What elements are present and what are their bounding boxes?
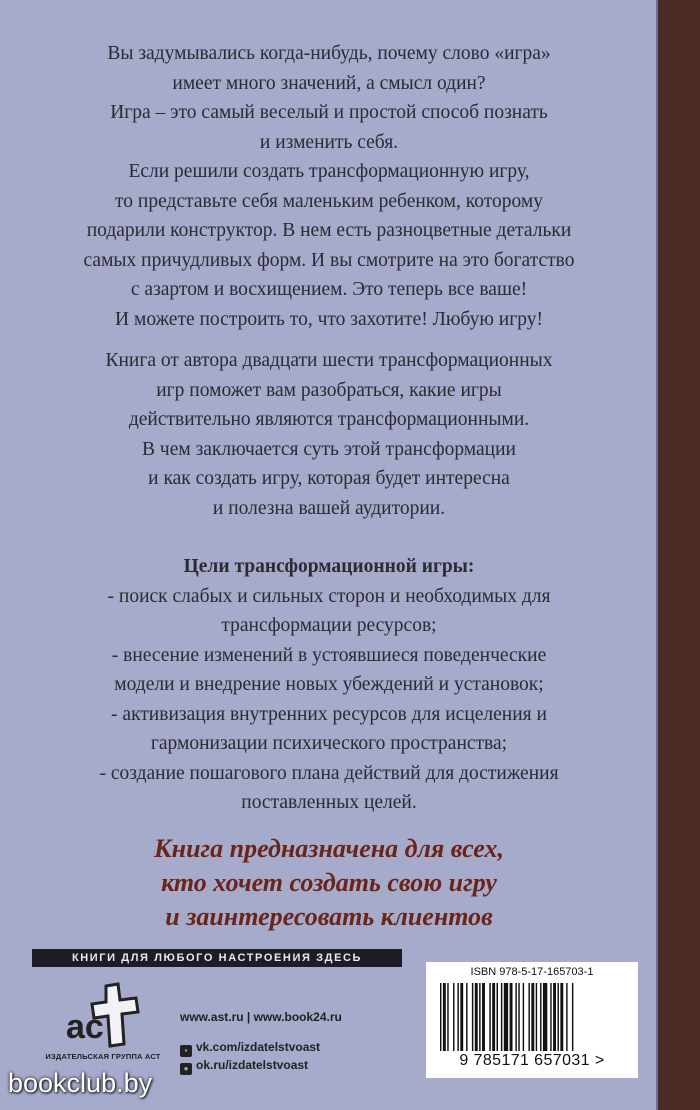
intro-line: и изменить себя. (259, 131, 399, 153)
barcode-bar (440, 983, 441, 1051)
barcode-digits: 9 785171 657031 > (459, 1052, 605, 1069)
barcode-bar (489, 983, 490, 1051)
publisher-slogan-banner: КНИГИ ДЛЯ ЛЮБОГО НАСТРОЕНИЯ ЗДЕСЬ (32, 949, 402, 967)
tagline-line: Книга предназначена для всех, (154, 834, 504, 863)
tagline-line: кто хочет создать свою игру (161, 868, 497, 897)
barcode-bar (560, 983, 563, 1051)
goals-line: - создание пошагового плана действий для достижения (99, 762, 559, 784)
barcode-bar (531, 983, 534, 1051)
barcode-bar (566, 983, 567, 1051)
intro-line: Игра – это самый веселый и простой способ познать (110, 102, 548, 123)
barcode-bar (536, 983, 537, 1051)
barcode-panel (426, 962, 638, 1078)
vk-link-text: vk.com/izdatelstvoast (196, 1040, 321, 1054)
barcode-bar (472, 983, 473, 1051)
vk-icon: ▪ (180, 1045, 192, 1057)
isbn-text: ISBN 978-5-17-165703-1 (470, 966, 594, 978)
book-info-line: и как создать игру, которая будет интересна (148, 468, 510, 489)
book-info-paragraph (0, 346, 658, 523)
barcode-bar (466, 983, 467, 1051)
ast-logo (44, 978, 154, 1058)
book-spine (658, 0, 700, 1110)
barcode-bar (557, 983, 558, 1051)
barcode-bar (460, 983, 463, 1051)
publisher-links (180, 1008, 342, 1074)
barcode-bar (501, 983, 502, 1051)
intro-line: самых причудливых форм. И вы смотрите на это богатство (83, 249, 575, 271)
logo-text: ac (66, 1008, 104, 1046)
barcode-bar (528, 983, 529, 1051)
barcode-bar (543, 983, 547, 1051)
barcode-bar (510, 983, 513, 1051)
goals-section (0, 552, 658, 818)
barcode-bar (497, 983, 498, 1051)
intro-line: то представьте себя маленьким ребенком, которому (115, 190, 543, 212)
intro-line: Если решили создать трансформационную игру, (128, 161, 530, 182)
barcode-bar (453, 983, 454, 1051)
ok-link[interactable] (180, 1056, 342, 1074)
barcode-bar (492, 983, 495, 1051)
barcode-bar (572, 983, 573, 1051)
website-links[interactable]: www.ast.ru | www.book24.ru (180, 1010, 342, 1024)
goals-line: поставленных целей. (241, 792, 417, 813)
watermark: bookclub.by (8, 1068, 153, 1098)
book-info-line: действительно являются трансформационными. (128, 409, 530, 430)
goals-line: гармонизации психического пространства; (150, 733, 508, 754)
barcode-bar (540, 983, 541, 1051)
barcode-bar (518, 983, 519, 1051)
tagline (0, 832, 658, 934)
barcode-bar (475, 983, 478, 1051)
barcode-bar (504, 983, 508, 1051)
barcode-bar (523, 983, 524, 1051)
intro-line: И можете построить то, что захотите! Любую игру! (115, 308, 543, 330)
intro-line: подарили конструктор. В нем есть разноцветные детальки (86, 220, 572, 241)
book-info-line: и полезна вашей аудитории. (212, 497, 446, 519)
barcode-bar (443, 983, 446, 1051)
goals-line: трансформации ресурсов; (221, 615, 437, 636)
barcode-bar (479, 983, 480, 1051)
barcode-bar (482, 983, 485, 1051)
barcode-bars (440, 983, 624, 1053)
book-info-line: В чем заключается суть этой трансформации (142, 438, 516, 460)
barcode-bar (457, 983, 458, 1051)
intro-line: имеет много значений, а смысл один? (172, 72, 486, 94)
tagline-line: и заинтересовать клиентов (165, 902, 493, 931)
goals-line: - поиск слабых и сильных сторон и необходимых для (107, 585, 551, 607)
intro-line: с азартом и восхищением. Это теперь все ваше! (130, 279, 528, 300)
barcode-bar (447, 983, 448, 1051)
goals-line: - внесение изменений в устоявшиеся поведенческие (111, 644, 547, 666)
barcode-bar (515, 983, 516, 1051)
book-info-line: игр поможет вам разобраться, какие игры (156, 379, 502, 401)
ok-icon: ● (180, 1063, 192, 1075)
goals-line: модели и внедрение новых убеждений и установок; (114, 674, 544, 695)
publisher-caption: ИЗДАТЕЛЬСКАЯ ГРУППА АСТ (45, 1052, 161, 1061)
intro-paragraph (0, 39, 658, 334)
barcode-bar (553, 983, 556, 1051)
intro-line: Вы задумывались когда-нибудь, почему слово «игра» (107, 43, 551, 64)
goals-line: - активизация внутренних ресурсов для исцеления и (111, 703, 547, 725)
barcode-bar (550, 983, 551, 1051)
vk-link[interactable] (180, 1038, 342, 1056)
book-info-line: Книга от автора двадцати шести трансформационных (105, 350, 553, 371)
goals-heading: Цели трансформационной игры: (183, 556, 475, 577)
ok-link-text: ok.ru/izdatelstvoast (196, 1058, 309, 1072)
